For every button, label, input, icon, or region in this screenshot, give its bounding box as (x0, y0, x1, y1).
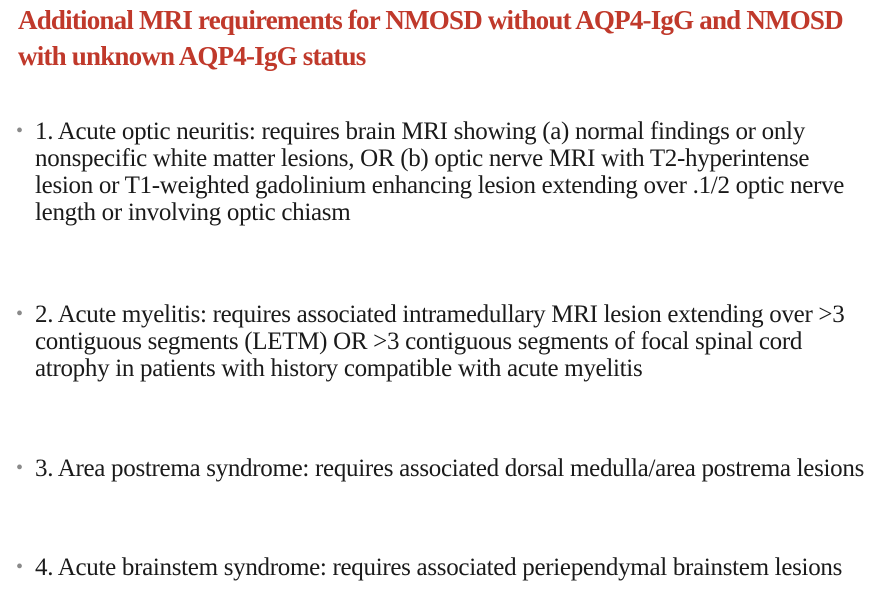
list-item (16, 301, 866, 382)
bullet-icon: • (16, 556, 24, 578)
bullet-text: 1. Acute optic neuritis: requires brain MRI showing (a) normal findings or only nonspecific white matter lesions, OR (b) optic nerve MRI with T2-hyperintense lesion or T1-weighted gadolinium enhancing lesion extending over .1/2 optic nerve length or involving optic chiasm (35, 118, 845, 226)
bullet-icon: • (16, 303, 24, 325)
list-item (16, 118, 866, 226)
bullet-text: 3. Area postrema syndrome: requires associated dorsal medulla/area postrema lesions (35, 455, 864, 482)
slide-title: Additional MRI requirements for NMOSD without AQP4-IgG and NMOSD with unknown AQP4-IgG status (18, 5, 843, 71)
list-item (16, 455, 866, 482)
bullet-icon: • (16, 120, 24, 142)
bullet-icon: • (16, 457, 24, 479)
list-item (16, 554, 866, 581)
bullet-text: 4. Acute brainstem syndrome: requires associated periependymal brainstem lesions (35, 554, 843, 581)
bullet-text: 2. Acute myelitis: requires associated intramedullary MRI lesion extending over >3 contiguous segments (LETM) OR >3 contiguous segments of focal spinal cord atrophy in patients with history compatible with acute myelitis (35, 301, 845, 382)
